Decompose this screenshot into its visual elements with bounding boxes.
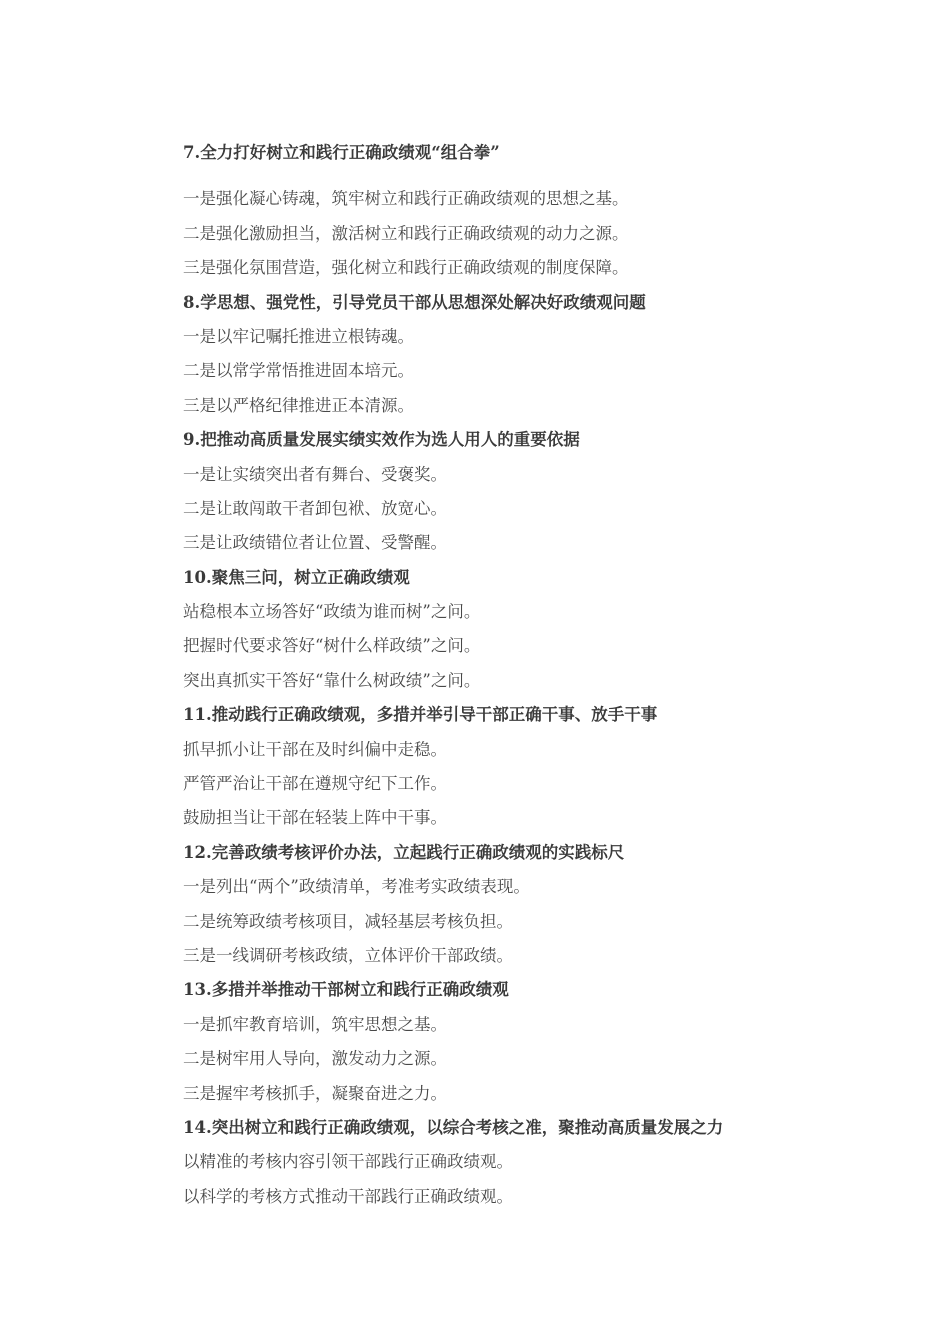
section-line: 站稳根本立场答好“政绩为谁而树”之问。 xyxy=(183,602,481,622)
section-line: 二是以常学常悟推进固本培元。 xyxy=(183,361,414,381)
section-line: 二是强化激励担当，激活树立和践行正确政绩观的动力之源。 xyxy=(183,223,629,243)
section-line: 三是让政绩错位者让位置、受警醒。 xyxy=(183,533,447,553)
section-line: 一是列出“两个”政绩清单，考准考实政绩表现。 xyxy=(183,877,530,897)
section-line: 二是让敢闯敢干者卸包袱、放宽心。 xyxy=(183,498,447,518)
section-line: 抓早抓小让干部在及时纠偏中走稳。 xyxy=(183,739,447,759)
section-line: 一是让实绩突出者有舞台、受褒奖。 xyxy=(183,464,447,484)
section-line: 二是树牢用人导向，激发动力之源。 xyxy=(183,1049,447,1069)
section-8 xyxy=(183,286,843,424)
section-line: 以科学的考核方式推动干部践行正确政绩观。 xyxy=(183,1186,513,1206)
section-13 xyxy=(183,973,843,1111)
section-line: 一是强化凝心铸魂，筑牢树立和践行正确政绩观的思想之基。 xyxy=(183,189,629,209)
section-line: 鼓励担当让干部在轻装上阵中干事。 xyxy=(183,808,447,828)
section-10 xyxy=(183,561,843,699)
section-line: 以精准的考核内容引领干部践行正确政绩观。 xyxy=(183,1152,513,1172)
section-line: 三是一线调研考核政绩，立体评价干部政绩。 xyxy=(183,945,513,965)
section-line: 严管严治让干部在遵规守纪下工作。 xyxy=(183,774,447,794)
document-body xyxy=(183,136,843,1214)
section-line: 一是以牢记嘱托推进立根铸魂。 xyxy=(183,326,414,346)
section-heading: 8.学思想、强党性，引导党员干部从思想深处解决好政绩观问题 xyxy=(183,292,646,312)
section-line: 二是统筹政绩考核项目，减轻基层考核负担。 xyxy=(183,911,513,931)
section-line: 一是抓牢教育培训，筑牢思想之基。 xyxy=(183,1014,447,1034)
section-heading: 12.完善政绩考核评价办法，立起践行正确政绩观的实践标尺 xyxy=(183,842,625,862)
section-heading: 7.全力打好树立和践行正确政绩观“组合拳” xyxy=(183,143,500,162)
section-heading: 14.突出树立和践行正确政绩观，以综合考核之准，聚推动高质量发展之力 xyxy=(183,1117,724,1137)
section-line: 三是握牢考核抓手，凝聚奋进之力。 xyxy=(183,1083,447,1103)
section-heading: 9.把推动高质量发展实绩实效作为选人用人的重要依据 xyxy=(183,430,580,450)
section-line: 突出真抓实干答好“靠什么树政绩”之问。 xyxy=(183,670,481,690)
section-line: 三是以严格纪律推进正本清源。 xyxy=(183,395,414,415)
section-line: 三是强化氛围营造，强化树立和践行正确政绩观的制度保障。 xyxy=(183,258,629,278)
section-7 xyxy=(183,136,843,286)
section-12 xyxy=(183,836,843,974)
section-11 xyxy=(183,698,843,836)
section-14 xyxy=(183,1111,843,1214)
section-heading: 11.推动践行正确政绩观，多措并举引导干部正确干事、放手干事 xyxy=(183,705,658,725)
section-heading: 13.多措并举推动干部树立和践行正确政绩观 xyxy=(183,980,509,1000)
section-line: 把握时代要求答好“树什么样政绩”之问。 xyxy=(183,636,481,656)
section-9 xyxy=(183,423,843,561)
section-heading: 10.聚焦三问，树立正确政绩观 xyxy=(183,567,410,587)
